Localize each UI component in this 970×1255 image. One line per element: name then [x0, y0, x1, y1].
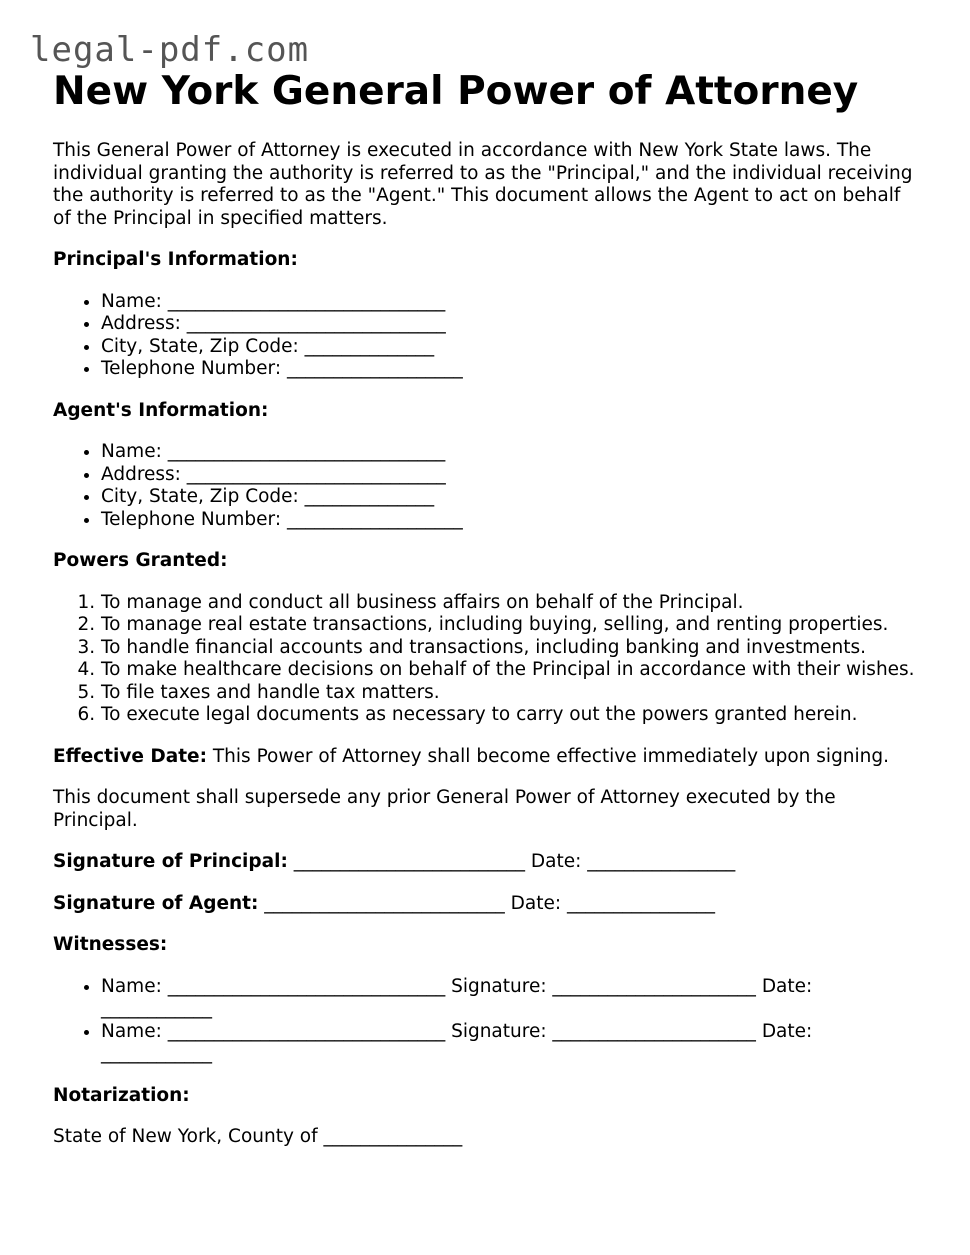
power-item: 4. To make healthcare decisions on behalf of the Principal in accordance with their wishes. — [101, 659, 923, 682]
agent-city-field: • City, State, Zip Code: ______________ — [101, 486, 923, 509]
witness-item: • Name: ______________________________ Signature: ______________________ Date: ____________ — [101, 1021, 923, 1066]
agent-signature-blanks: __________________________ Date: ________________ — [258, 892, 715, 914]
supersede-paragraph: This document shall supersede any prior General Power of Attorney executed by the Principal. — [53, 787, 836, 831]
agent-address-field: • Address: ____________________________ — [101, 464, 923, 487]
watermark-text: legal-pdf.com — [30, 30, 310, 70]
power-item: 2. To manage real estate transactions, including buying, selling, and renting properties. — [101, 614, 923, 637]
power-item: 5. To file taxes and handle tax matters. — [101, 682, 923, 705]
power-item: 1. To manage and conduct all business affairs on behalf of the Principal. — [101, 592, 923, 615]
agent-heading: Agent's Information: — [53, 399, 269, 421]
powers-heading: Powers Granted: — [53, 550, 228, 571]
agent-signature-line — [53, 893, 923, 916]
principal-city-field: • City, State, Zip Code: ______________ — [101, 336, 923, 359]
intro-paragraph: This General Power of Attorney is executed in accordance with New York State laws. The individual granting the authority is referred to as the "Principal," and the individual receiving the authority is referred to as the "Agent." This document allows the Agent to act on behalf of the Principal in specified matters. — [53, 140, 913, 229]
effective-date-paragraph — [53, 746, 923, 769]
principal-signature-blanks: _________________________ Date: ________________ — [287, 851, 736, 872]
principal-fields-list — [53, 291, 923, 381]
witness-item: • Name: ______________________________ Signature: ______________________ Date: ____________ — [101, 976, 923, 1021]
power-item: 3. To handle financial accounts and transactions, including banking and investments. — [101, 637, 923, 660]
witnesses-heading: Witnesses: — [53, 934, 168, 955]
agent-name-field: • Name: ______________________________ — [101, 441, 923, 464]
principal-signature-label: Signature of Principal: — [53, 851, 288, 872]
document-title: New York General Power of Attorney — [53, 69, 859, 114]
principal-address-field: • Address: ____________________________ — [101, 313, 923, 336]
notarization-text: State of New York, County of _______________ — [53, 1126, 463, 1147]
power-item: 6. To execute legal documents as necessary to carry out the powers granted herein. — [101, 704, 923, 727]
effective-date-text: This Power of Attorney shall become effective immediately upon signing. — [207, 745, 890, 767]
document-body — [53, 70, 923, 1149]
witnesses-list — [53, 976, 923, 1066]
notarization-heading: Notarization: — [53, 1084, 190, 1106]
agent-signature-label: Signature of Agent: — [53, 892, 259, 914]
principal-phone-field: • Telephone Number: ___________________ — [101, 358, 923, 381]
principal-heading: Principal's Information: — [53, 249, 298, 270]
principal-signature-line — [53, 851, 923, 874]
powers-list — [53, 592, 923, 727]
principal-name-field: • Name: ______________________________ — [101, 291, 923, 314]
effective-date-label: Effective Date: — [53, 745, 207, 767]
agent-fields-list — [53, 441, 923, 531]
agent-phone-field: • Telephone Number: ___________________ — [101, 509, 923, 532]
